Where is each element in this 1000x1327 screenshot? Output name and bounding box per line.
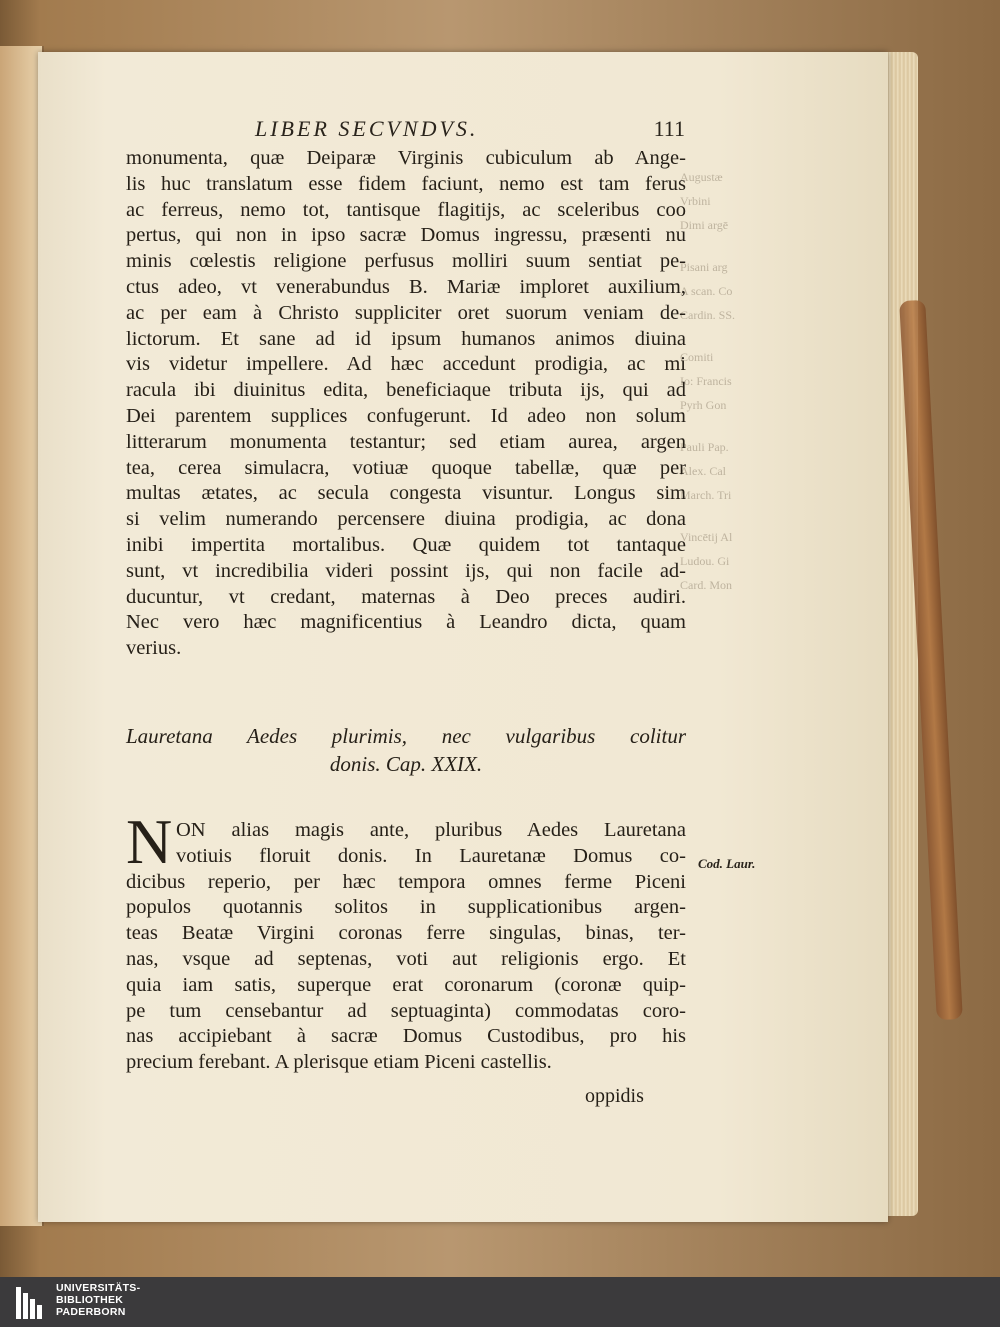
bleed-through-line: Pisani arg bbox=[680, 260, 728, 274]
drop-cap: N bbox=[126, 806, 173, 877]
text-line: populos quotannis solitos in supplicationibus argen- bbox=[126, 896, 686, 919]
text-line: Dei parentem supplices confugerunt. Id adeo non solum bbox=[126, 404, 686, 427]
library-name-line: UNIVERSITÄTS- bbox=[56, 1282, 141, 1294]
bleed-through-line: Alex. Cal bbox=[680, 464, 726, 478]
text-line: racula ibi diuinitus edita, beneficiaque tributa ijs, qui ad bbox=[126, 379, 686, 402]
margin-note: Cod. Laur. bbox=[698, 856, 756, 871]
library-name-line: PADERBORN bbox=[56, 1306, 126, 1318]
text-line: inibi impertita mortalibus. Quæ quidem tot tantaque bbox=[126, 533, 686, 556]
text-line: multas ætates, ac secula congesta visuntur. Longus sim bbox=[126, 482, 686, 505]
text-line: si velim numerando percensere diuina prodigia, ac dona bbox=[126, 508, 686, 531]
text-line: monumenta, quæ Deiparæ Virginis cubiculum ab Ange- bbox=[126, 147, 686, 169]
text-line: ac per eam à Christo suppliciter oret suorum veniam de- bbox=[126, 301, 686, 324]
bleed-through-line: Vincētij Al bbox=[680, 530, 733, 544]
bleed-through-line: Dimi argē bbox=[680, 218, 729, 232]
text-line: votiuis floruit donis. In Lauretanæ Domus co- bbox=[176, 844, 686, 867]
bleed-through-line: Comiti bbox=[680, 350, 714, 364]
text-line: ON alias magis ante, pluribus Aedes Lauretana bbox=[176, 819, 686, 841]
text-line: lictorum. Et sane ad id ipsum humanos animos diuina bbox=[126, 327, 686, 350]
text-line: precium ferebant. A plerisque etiam Piceni castellis. bbox=[126, 1051, 552, 1074]
bleed-through-line: Pauli Pap. bbox=[680, 440, 729, 454]
text-line: litterarum monumenta testantur; sed etiam aurea, argen bbox=[126, 430, 686, 453]
library-name-line: BIBLIOTHEK bbox=[56, 1294, 124, 1306]
page-number: 111 bbox=[653, 116, 685, 141]
text-line: ctus adeo, vt venerabundus B. Mariæ imploret auxilium, bbox=[126, 275, 686, 298]
text-line: nas accipiebant à sacræ Domus Custodibus, pro his bbox=[126, 1025, 686, 1048]
text-line: verius. bbox=[126, 637, 182, 660]
text-line: vis videtur impellere. Ad hæc accedunt prodigia, ac mi bbox=[126, 353, 686, 376]
bleed-through-line: Io: Francis bbox=[680, 374, 732, 388]
bleed-through-text bbox=[680, 170, 780, 620]
catchword: oppidis bbox=[585, 1085, 644, 1107]
bleed-through-line: Cardin. SS. bbox=[680, 308, 736, 322]
text-line: sunt, vt incredibilia videri possint ijs, qui non facile ad- bbox=[126, 559, 686, 582]
paragraph-2 bbox=[126, 818, 686, 1076]
chapter-heading bbox=[126, 722, 686, 778]
text-line: teas Beatæ Virgini coronas ferre singulas, binas, ter- bbox=[126, 922, 686, 945]
library-logo-icon bbox=[16, 1287, 48, 1319]
bleed-through-line: Augustæ bbox=[680, 170, 723, 184]
bleed-through-line: Vrbini bbox=[680, 194, 711, 208]
chapter-heading-line-2: donis. Cap. XXIX. bbox=[329, 752, 483, 776]
text-line: ac ferreus, nemo tot, tantisque flagitijs, ac sceleribus coo bbox=[126, 198, 686, 221]
library-footer bbox=[0, 1277, 1000, 1327]
bleed-through-line: March. Tri bbox=[680, 488, 732, 502]
text-line: lis huc translatum esse fidem faciunt, nemo est tam ferus bbox=[126, 172, 686, 195]
running-title: LIBER SECVNDVS. bbox=[255, 116, 479, 141]
chapter-heading-line-1: Lauretana Aedes plurimis, nec vulgaribus colitur bbox=[126, 724, 686, 748]
bleed-through-line: A scan. Co bbox=[680, 284, 733, 298]
text-line: ducuntur, vt credant, maternas à Deo preces audiri. bbox=[126, 585, 686, 608]
text-line: minis cœlestis religione perfusus molliri suum sentiat pe- bbox=[126, 250, 686, 273]
bleed-through-line: Card. Mon bbox=[680, 578, 732, 592]
text-line: Nec vero hæc magnificentius à Leandro dicta, quam bbox=[126, 611, 686, 634]
bleed-through-line: Pyrh Gon bbox=[680, 398, 727, 412]
text-line: pe tum censebantur ad septuaginta) commodatas coro- bbox=[126, 999, 686, 1022]
text-line: dicibus reperio, per hæc tempora omnes ferme Piceni bbox=[126, 870, 686, 893]
paragraph-1 bbox=[126, 146, 686, 662]
text-line: pertus, qui non in ipso sacræ Domus ingressu, præsenti nu bbox=[126, 224, 686, 247]
text-line: quia iam satis, superque erat coronarum (coronæ quip- bbox=[126, 973, 686, 996]
running-header bbox=[255, 116, 685, 142]
bleed-through-line: Ludou. Gi bbox=[680, 554, 730, 568]
text-line: nas, vsque ad septenas, voti aut religionis ergo. Et bbox=[126, 947, 686, 970]
library-name bbox=[56, 1282, 140, 1318]
text-line: tea, cerea simulacra, votiuæ quoque tabellæ, quæ per bbox=[126, 456, 686, 479]
